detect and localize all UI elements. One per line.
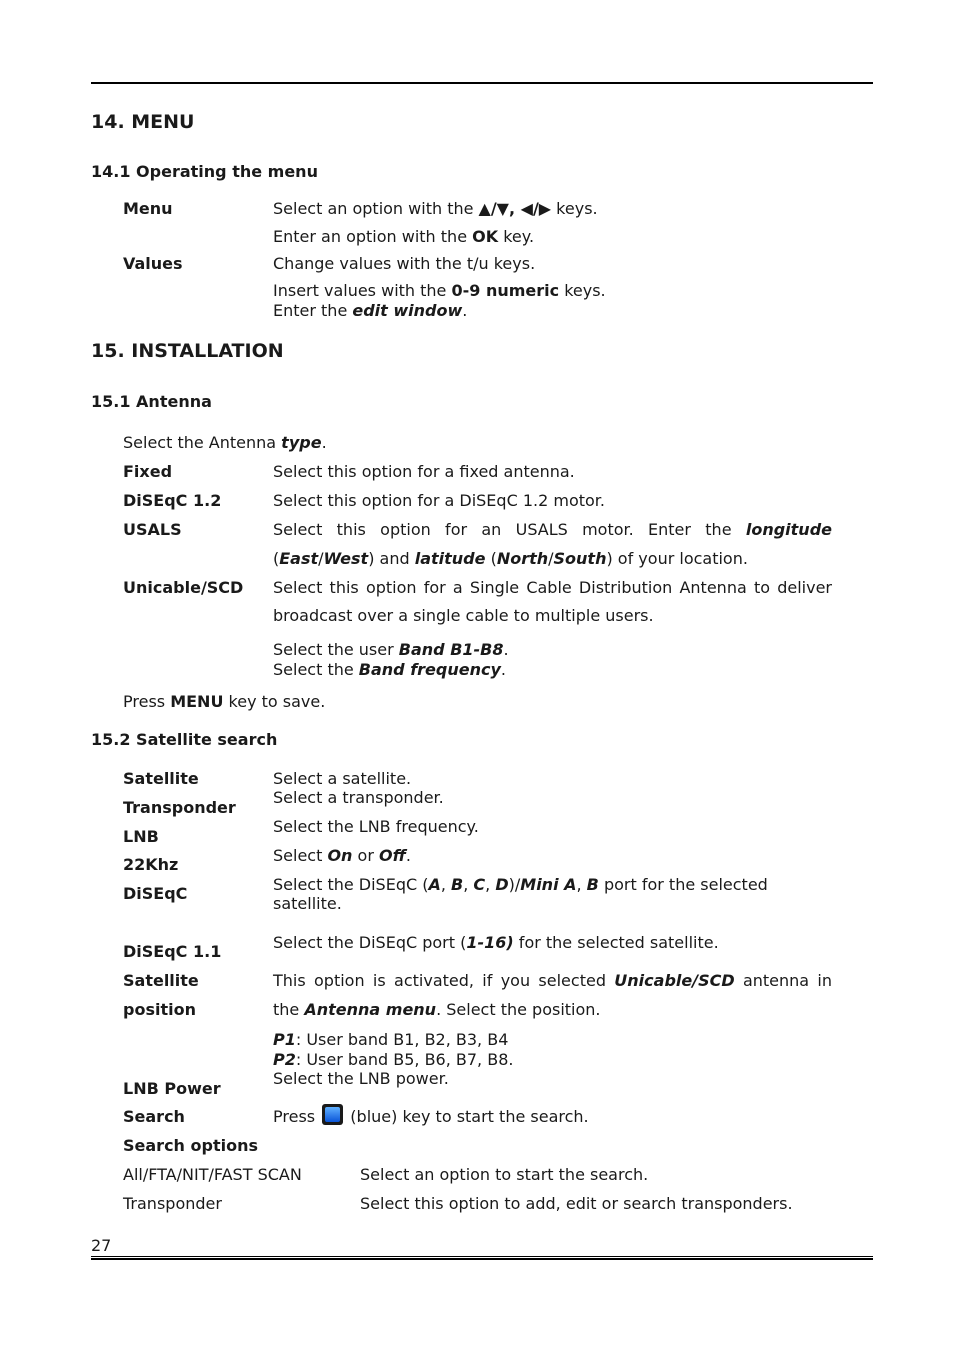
values-desc-line3: Enter the edit window. [273, 301, 468, 320]
p1-line: P1: User band B1, B2, B3, B4 [273, 1030, 509, 1049]
satellite-desc: Select a satellite. [273, 769, 412, 788]
band-select-line: Select the user Band B1-B8. [273, 640, 509, 659]
bottom-rule-thick [91, 1258, 873, 1260]
option-all-fta-desc: Select an option to start the search. [360, 1165, 649, 1184]
transponder-desc: Select a transponder. [273, 788, 444, 807]
section-14-1-heading: 14.1 Operating the menu [91, 162, 318, 181]
page-number: 27 [91, 1236, 112, 1255]
menu-save-note: Press MENU key to save. [123, 692, 326, 711]
bottom-rule-thin [91, 1256, 873, 1257]
option-transponder-label: Transponder [123, 1194, 222, 1213]
values-desc-line2: Insert values with the 0-9 numeric keys. [273, 281, 606, 300]
fixed-desc: Select this option for a fixed antenna. [273, 462, 575, 481]
p2-line: P2: User band B5, B6, B7, B8. [273, 1050, 514, 1069]
unicable-desc-line2: broadcast over a single cable to multiple users. [273, 606, 654, 625]
diseqc12-desc: Select this option for a DiSEqC 1.2 motor. [273, 491, 605, 510]
menu-desc-line1: Select an option with the ▲/▼, ◀/▶ keys. [273, 199, 598, 218]
lnb-term: LNB [123, 827, 159, 846]
transponder-term: Transponder [123, 798, 236, 817]
satellite-position-term-line1: Satellite [123, 971, 199, 990]
values-term: Values [123, 254, 183, 273]
diseqc11-term: DiSEqC 1.1 [123, 942, 222, 961]
diseqc12-term: DiSEqC 1.2 [123, 491, 222, 510]
lnb-power-term: LNB Power [123, 1079, 221, 1098]
usals-term: USALS [123, 520, 182, 539]
antenna-intro: Select the Antenna type. [123, 433, 327, 452]
search-options-term: Search options [123, 1136, 258, 1155]
22khz-desc: Select On or Off. [273, 846, 412, 865]
band-frequency-line: Select the Band frequency. [273, 660, 506, 679]
fixed-term: Fixed [123, 462, 173, 481]
search-desc: Press (blue) key to start the search. [273, 1104, 589, 1126]
section-15-heading: 15. INSTALLATION [91, 340, 284, 362]
satellite-position-term-line2: position [123, 1000, 196, 1019]
usals-desc-line1: Select this option for an USALS motor. Enter the longitude [273, 520, 832, 539]
search-term: Search [123, 1107, 185, 1126]
lnb-power-desc: Select the LNB power. [273, 1069, 449, 1088]
satellite-term: Satellite [123, 769, 199, 788]
diseqc-term: DiSEqC [123, 884, 188, 903]
section-15-1-heading: 15.1 Antenna [91, 392, 212, 411]
section-15-2-heading: 15.2 Satellite search [91, 730, 278, 749]
unicable-desc-line1: Select this option for a Single Cable Distribution Antenna to deliver [273, 578, 832, 597]
22khz-term: 22Khz [123, 855, 179, 874]
lnb-desc: Select the LNB frequency. [273, 817, 479, 836]
diseqc-desc-line1: Select the DiSEqC (A, B, C, D)/Mini A, B port for the selected [273, 875, 768, 894]
option-transponder-desc: Select this option to add, edit or search transponders. [360, 1194, 793, 1213]
usals-desc-line2: (East/West) and latitude (North/South) of your location. [273, 549, 748, 568]
blue-key-icon [322, 1104, 343, 1125]
top-rule [91, 82, 873, 84]
diseqc-desc-line2: satellite. [273, 894, 342, 913]
diseqc11-desc: Select the DiSEqC port (1-16) for the selected satellite. [273, 933, 719, 952]
menu-desc-line2: Enter an option with the OK key. [273, 227, 535, 246]
unicable-term: Unicable/SCD [123, 578, 244, 597]
section-14-heading: 14. MENU [91, 111, 195, 133]
values-desc-line1: Change values with the t/u keys. [273, 254, 536, 273]
option-all-fta-label: All/FTA/NIT/FAST SCAN [123, 1165, 302, 1184]
menu-term: Menu [123, 199, 173, 218]
satellite-position-desc-line1: This option is activated, if you selected Unicable/SCD antenna in [273, 971, 833, 990]
satellite-position-desc-line2: the Antenna menu. Select the position. [273, 1000, 601, 1019]
